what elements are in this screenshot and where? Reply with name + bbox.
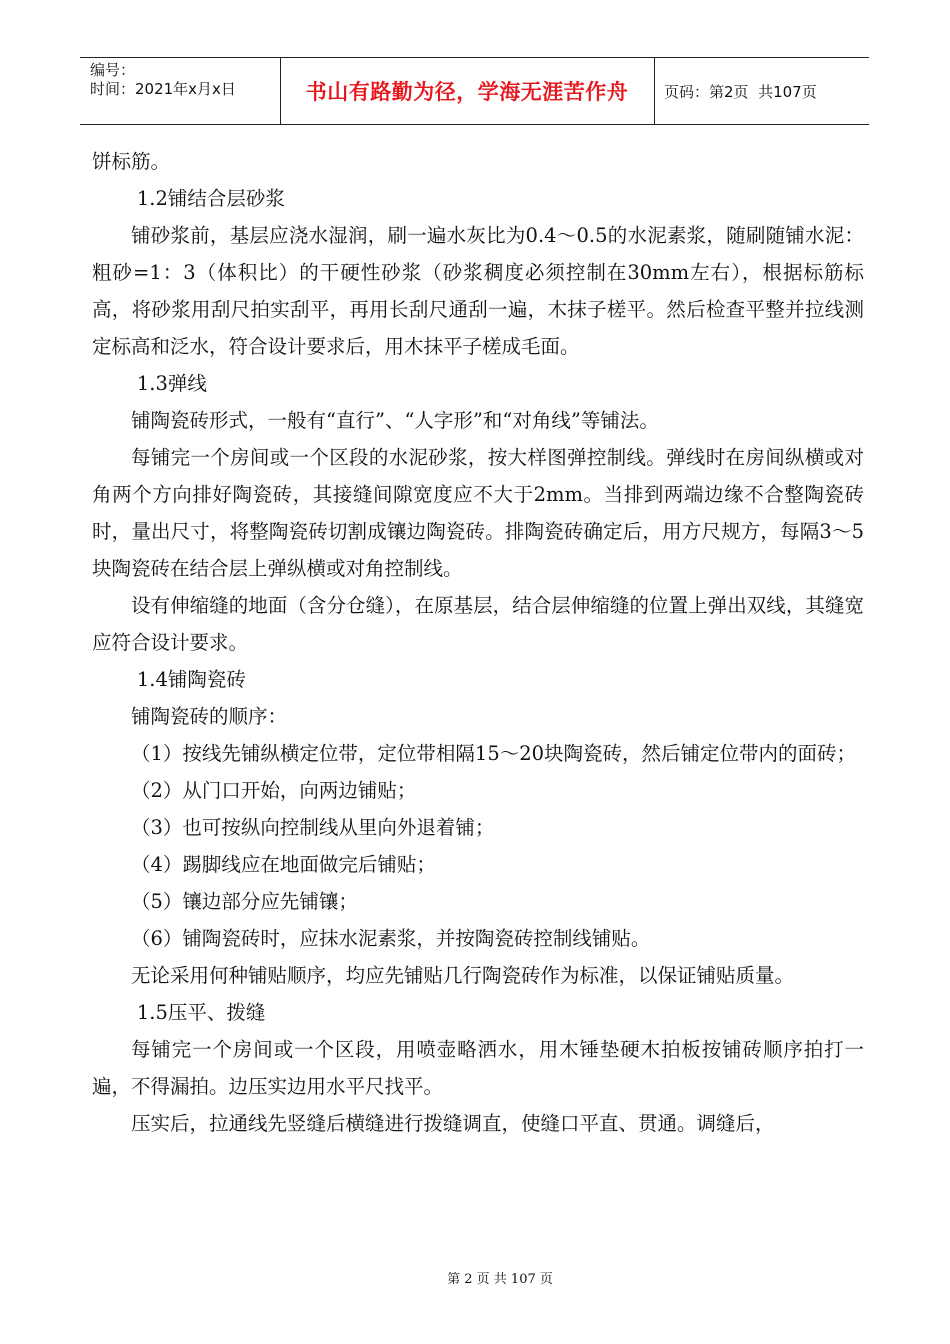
header-motto: 书山有路勤为径，学海无涯苦作舟 bbox=[305, 80, 629, 104]
list-item: （5）镶边部分应先铺镶； bbox=[131, 890, 358, 913]
list-item: （1）按线先铺纵横定位带，定位带相隔15～20块陶瓷砖，然后铺定位带内的面砖； bbox=[131, 742, 857, 765]
section-heading-1-3: 1.3弹线 bbox=[136, 372, 207, 395]
list-item: （2）从门口开始，向两边铺贴； bbox=[131, 779, 417, 802]
paragraph: 每铺完一个房间或一个区段，用喷壶略洒水，用木锤垫硬木拍板按铺砖顺序拍打一遍，不得漏拍。边压实边用水平尺找平。 bbox=[92, 1038, 864, 1098]
paragraph: 铺砂浆前，基层应浇水湿润，刷一遍水灰比为0.4～0.5的水泥素浆，随刷随铺水泥：粗砂=1：3（体积比）的干硬性砂浆（砂浆稠度必须控制在30mm左右），根据标筋标高，将砂浆用刮尺拍实刮平，再用长刮尺通刮一遍，木抹子槎平。然后检查平整并拉线测定标高和泛水，符合设计要求后，用木抹平子槎成毛面。 bbox=[92, 224, 864, 358]
section-heading-1-5: 1.5压平、拨缝 bbox=[136, 1001, 266, 1024]
document-body bbox=[92, 143, 864, 1142]
section-heading-1-2: 1.2铺结合层砂浆 bbox=[136, 187, 285, 210]
page-footer: 第 2 页 共 107 页 bbox=[447, 1272, 553, 1287]
header-page-info: 页码：第2页 共107页 bbox=[664, 82, 817, 101]
header-divider bbox=[654, 58, 655, 124]
document-date: 时间：2021年x月x日 bbox=[90, 80, 236, 98]
paragraph: 铺陶瓷砖的顺序： bbox=[131, 705, 288, 728]
list-item: （3）也可按纵向控制线从里向外退着铺； bbox=[131, 816, 495, 839]
paragraph: 无论采用何种铺贴顺序，均应先铺贴几行陶瓷砖作为标准，以保证铺贴质量。 bbox=[131, 964, 795, 987]
page-header bbox=[80, 57, 869, 125]
document-number-label: 编号： bbox=[90, 61, 136, 79]
paragraph: 压实后，拉通线先竖缝后横缝进行拨缝调直，使缝口平直、贯通。调缝后， bbox=[131, 1112, 775, 1135]
list-item: （4）踢脚线应在地面做完后铺贴； bbox=[131, 853, 436, 876]
paragraph: 设有伸缩缝的地面（含分仓缝），在原基层，结合层伸缩缝的位置上弹出双线，其缝宽应符合设计要求。 bbox=[92, 594, 864, 654]
paragraph-continuation: 饼标筋。 bbox=[92, 150, 171, 173]
paragraph: 铺陶瓷砖形式，一般有“直行”、“人字形”和“对角线”等铺法。 bbox=[131, 409, 659, 432]
section-heading-1-4: 1.4铺陶瓷砖 bbox=[136, 668, 246, 691]
paragraph: 每铺完一个房间或一个区段的水泥砂浆，按大样图弹控制线。弹线时在房间纵横或对角两个方向排好陶瓷砖，其接缝间隙宽度应不大于2mm。当排到两端边缘不合整陶瓷砖时，量出尺寸，将整陶瓷砖切割成镶边陶瓷砖。排陶瓷砖确定后，用方尺规方，每隔3～5块陶瓷砖在结合层上弹纵横或对角控制线。 bbox=[92, 446, 864, 580]
list-item: （6）铺陶瓷砖时，应抹水泥素浆，并按陶瓷砖控制线铺贴。 bbox=[131, 927, 651, 950]
header-meta bbox=[90, 61, 236, 99]
